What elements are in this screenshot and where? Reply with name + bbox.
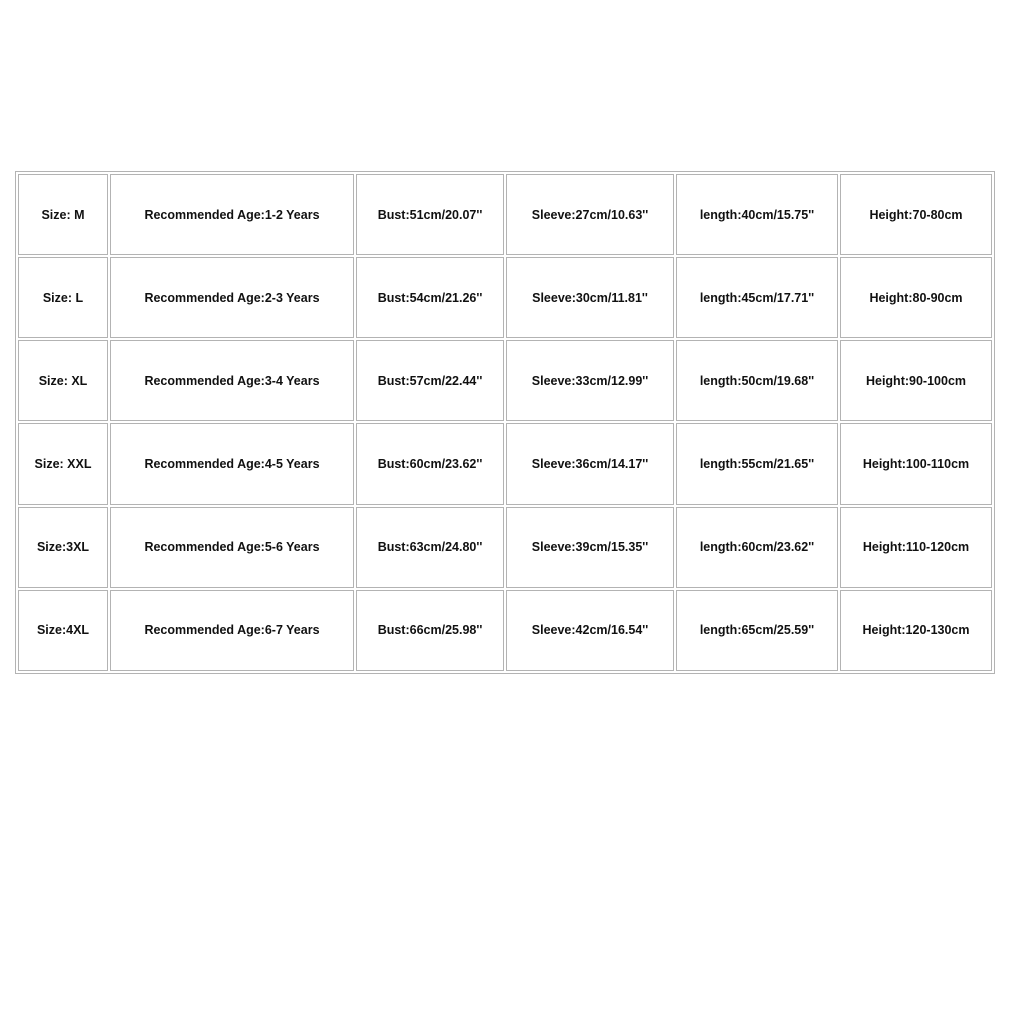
size-cell: Size: L xyxy=(18,257,108,338)
height-cell: Height:110-120cm xyxy=(840,507,992,588)
sleeve-cell: Sleeve:36cm/14.17'' xyxy=(506,423,674,504)
bust-cell: Bust:51cm/20.07'' xyxy=(356,174,504,255)
sleeve-cell: Sleeve:27cm/10.63'' xyxy=(506,174,674,255)
height-cell: Height:80-90cm xyxy=(840,257,992,338)
size-cell: Size: M xyxy=(18,174,108,255)
bust-cell: Bust:63cm/24.80'' xyxy=(356,507,504,588)
recommended-age-cell: Recommended Age:1-2 Years xyxy=(110,174,354,255)
recommended-age-cell: Recommended Age:3-4 Years xyxy=(110,340,354,421)
size-cell: Size:4XL xyxy=(18,590,108,671)
height-cell: Height:100-110cm xyxy=(840,423,992,504)
table-row xyxy=(18,590,992,671)
table-row xyxy=(18,340,992,421)
size-cell: Size:3XL xyxy=(18,507,108,588)
table-row xyxy=(18,174,992,255)
recommended-age-cell: Recommended Age:6-7 Years xyxy=(110,590,354,671)
length-cell: length:50cm/19.68'' xyxy=(676,340,838,421)
bust-cell: Bust:66cm/25.98'' xyxy=(356,590,504,671)
table-row xyxy=(18,257,992,338)
length-cell: length:60cm/23.62'' xyxy=(676,507,838,588)
height-cell: Height:120-130cm xyxy=(840,590,992,671)
recommended-age-cell: Recommended Age:5-6 Years xyxy=(110,507,354,588)
recommended-age-cell: Recommended Age:4-5 Years xyxy=(110,423,354,504)
height-cell: Height:90-100cm xyxy=(840,340,992,421)
size-cell: Size: XL xyxy=(18,340,108,421)
length-cell: length:65cm/25.59'' xyxy=(676,590,838,671)
length-cell: length:45cm/17.71'' xyxy=(676,257,838,338)
bust-cell: Bust:54cm/21.26'' xyxy=(356,257,504,338)
sleeve-cell: Sleeve:30cm/11.81'' xyxy=(506,257,674,338)
sleeve-cell: Sleeve:42cm/16.54'' xyxy=(506,590,674,671)
sleeve-cell: Sleeve:33cm/12.99'' xyxy=(506,340,674,421)
size-chart-table xyxy=(15,171,995,674)
bust-cell: Bust:57cm/22.44'' xyxy=(356,340,504,421)
table-row xyxy=(18,507,992,588)
bust-cell: Bust:60cm/23.62'' xyxy=(356,423,504,504)
height-cell: Height:70-80cm xyxy=(840,174,992,255)
size-cell: Size: XXL xyxy=(18,423,108,504)
sleeve-cell: Sleeve:39cm/15.35'' xyxy=(506,507,674,588)
length-cell: length:40cm/15.75'' xyxy=(676,174,838,255)
table-row xyxy=(18,423,992,504)
recommended-age-cell: Recommended Age:2-3 Years xyxy=(110,257,354,338)
length-cell: length:55cm/21.65'' xyxy=(676,423,838,504)
